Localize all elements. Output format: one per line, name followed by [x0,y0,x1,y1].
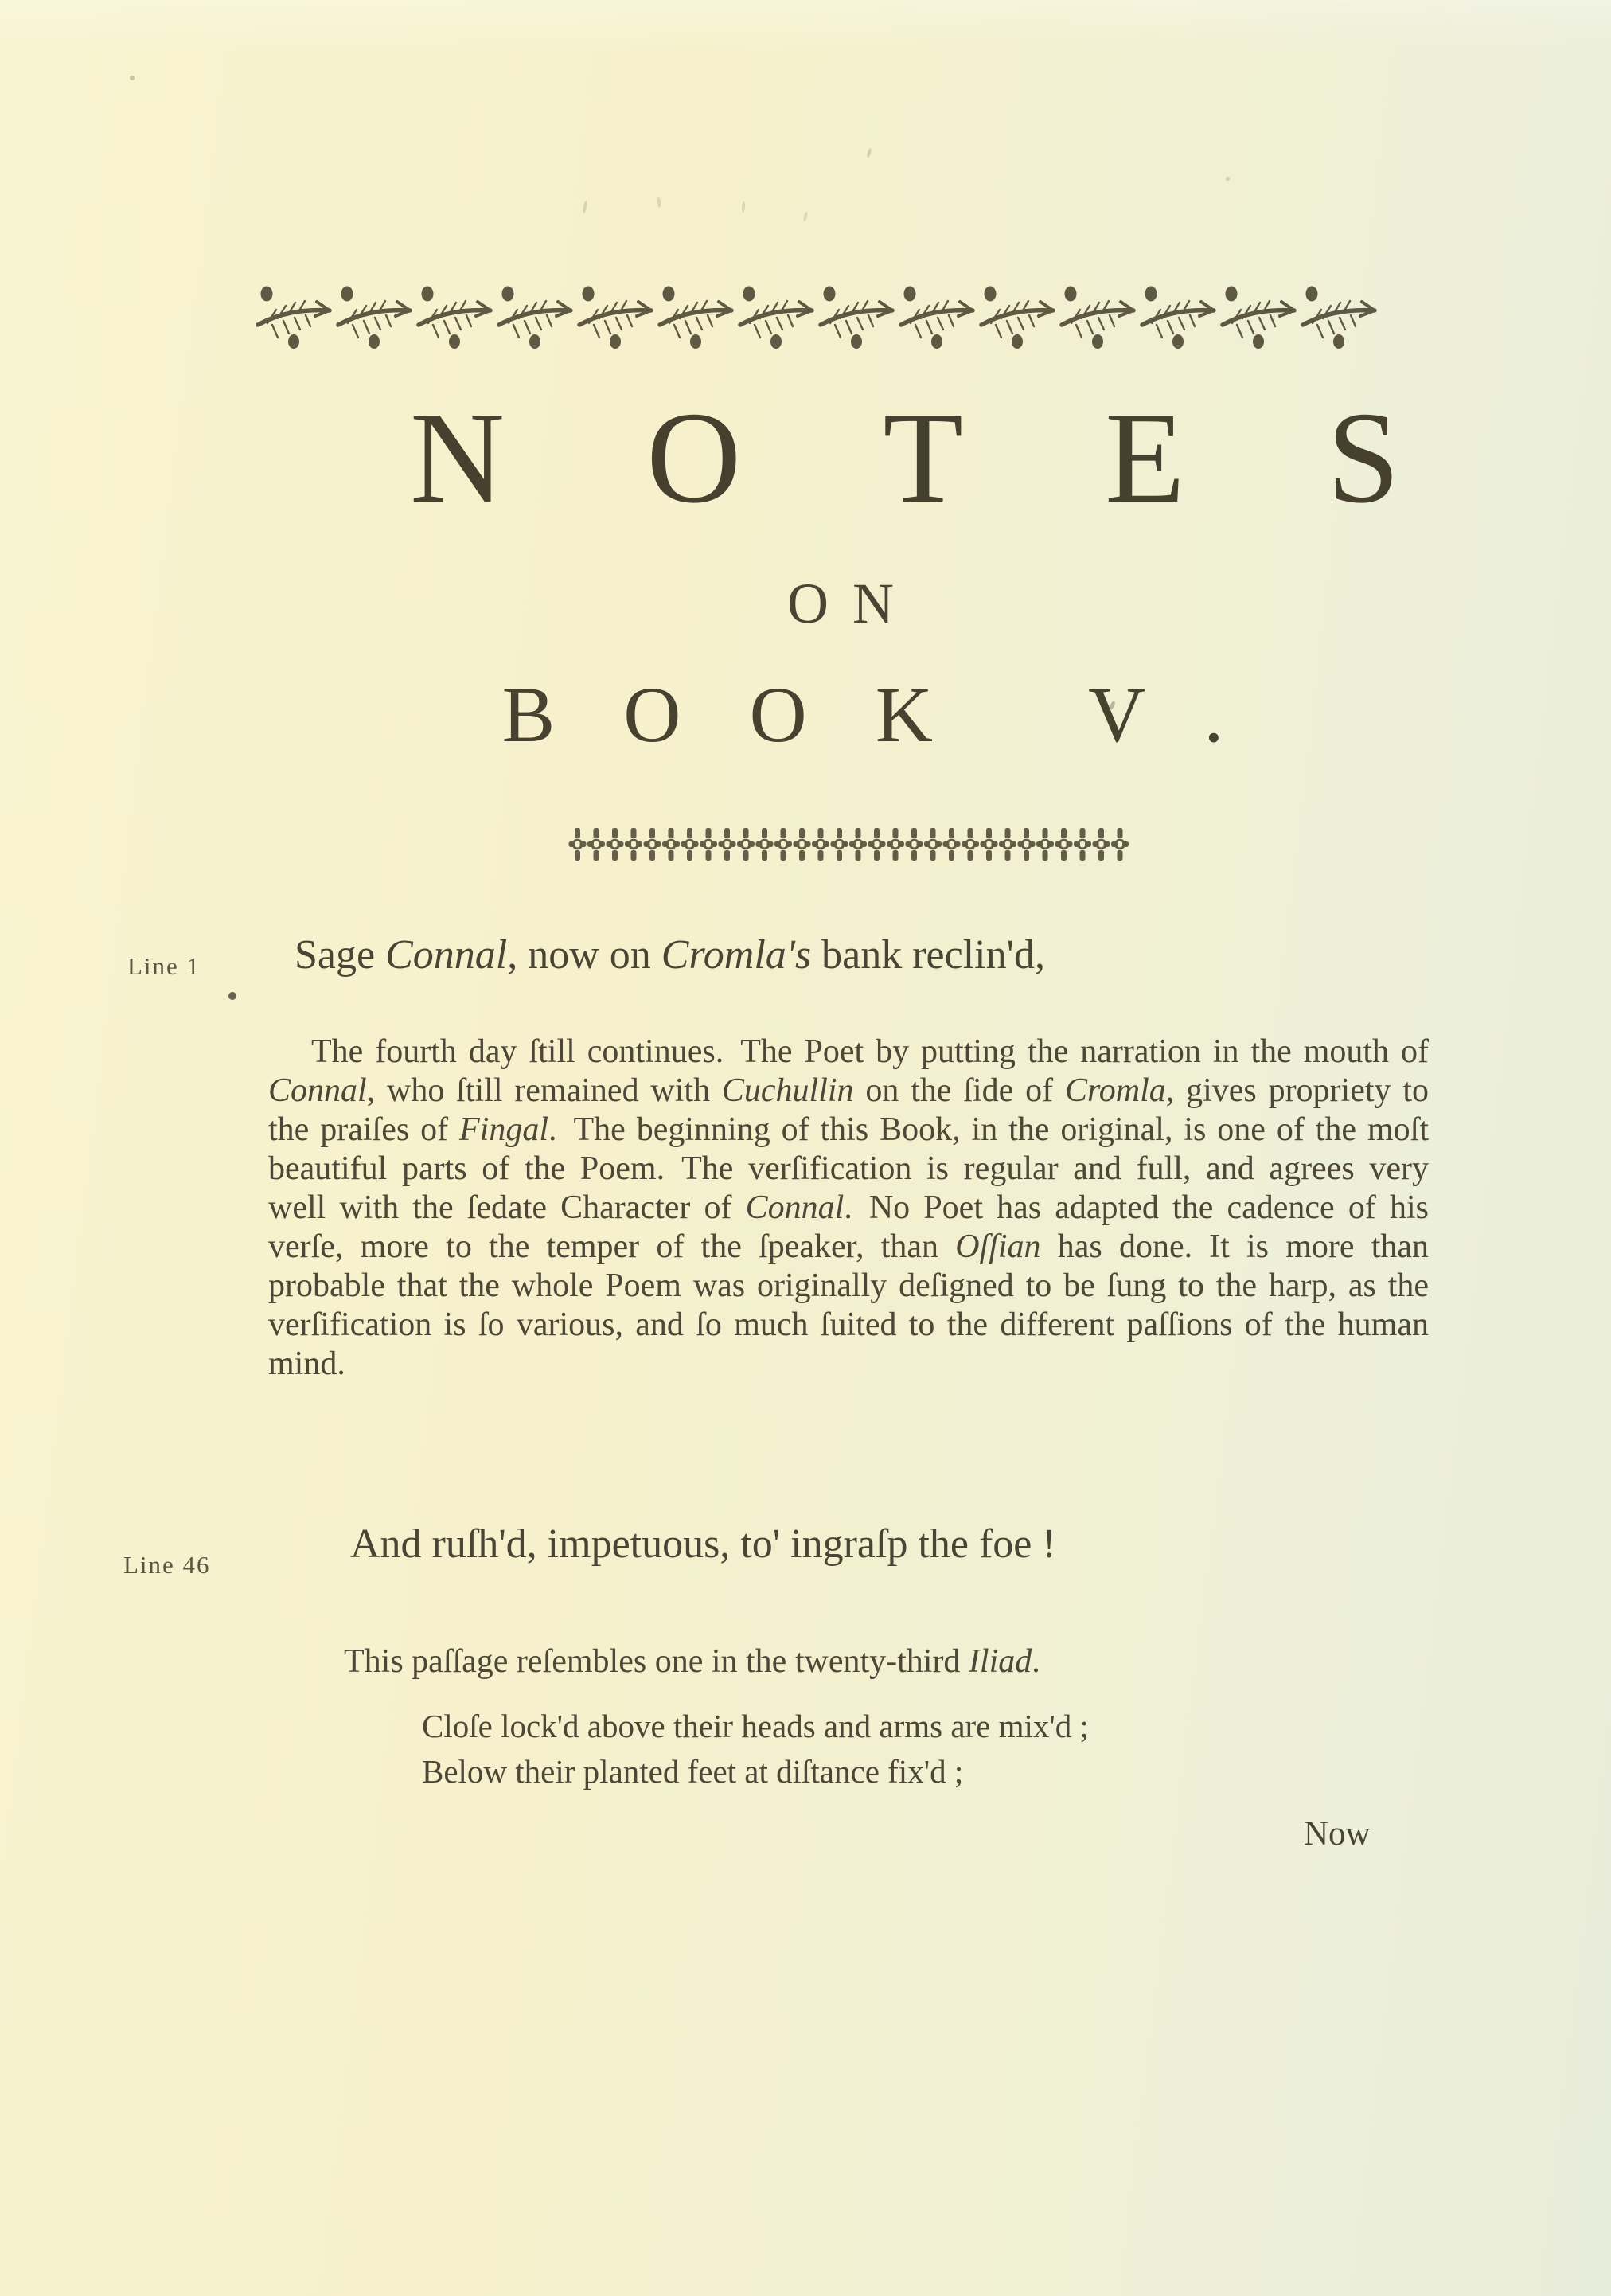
floret-divider-ornament [568,826,1130,863]
on-heading: ON [787,572,918,635]
book-heading: BOOK V. [501,670,1293,759]
note-1-quoted-verse: Sage Connal, now on Cromla's bank reclin'd, [295,932,1045,978]
garland-ornament [256,274,1387,357]
note-2-commentary: This paſſage reſembles one in the twenty-third Iliad. [344,1643,1040,1680]
paper-speck [657,197,661,208]
note-1-line-label: Line 1 [127,952,201,980]
paper-speck [866,148,872,158]
note-2-line-label: Line 46 [123,1551,211,1579]
paper-speck [130,76,135,80]
note-1-commentary: The fourth day ſtill continues. The Poet by putting the narration in the mouth of Connal, who ſtill remained with Cuchullin on the ſide of Cromla, gives propriety to the praiſes of Fingal. The beginning of this Book, in the original, is one of the moſt beautiful parts of the Poem. The verſification is regular and full, and agrees very well with the ſedate Character of Connal. No Poet has adapted the cadence of his verſe, more to the temper of the ſpeaker, than Oſſian has done. It is more than probable that the whole Poem was originally deſigned to be ſung to the harp, as the verſification is ſo various, and ſo much ſuited to the different paſſions of the human mind. [268,1033,1430,1382]
page-title: NOTES [410,385,1542,530]
ink-dot [228,992,236,1000]
catchword: Now [1304,1815,1371,1853]
note-2-quoted-verse: And ruſh'd, impetuous, to' ingraſp the foe ! [350,1521,1056,1567]
iliad-couplet: Cloſe lock'd above their heads and arms are mix'd ; Below their planted feet at diſtance fix'd ; [422,1708,1089,1790]
paper-speck [1226,177,1230,181]
garland-ornament-svg [256,274,1387,357]
paper-speck [803,212,809,222]
floret-divider-svg [568,826,1130,863]
paper-speck [583,201,588,213]
paper-speck [742,201,746,213]
